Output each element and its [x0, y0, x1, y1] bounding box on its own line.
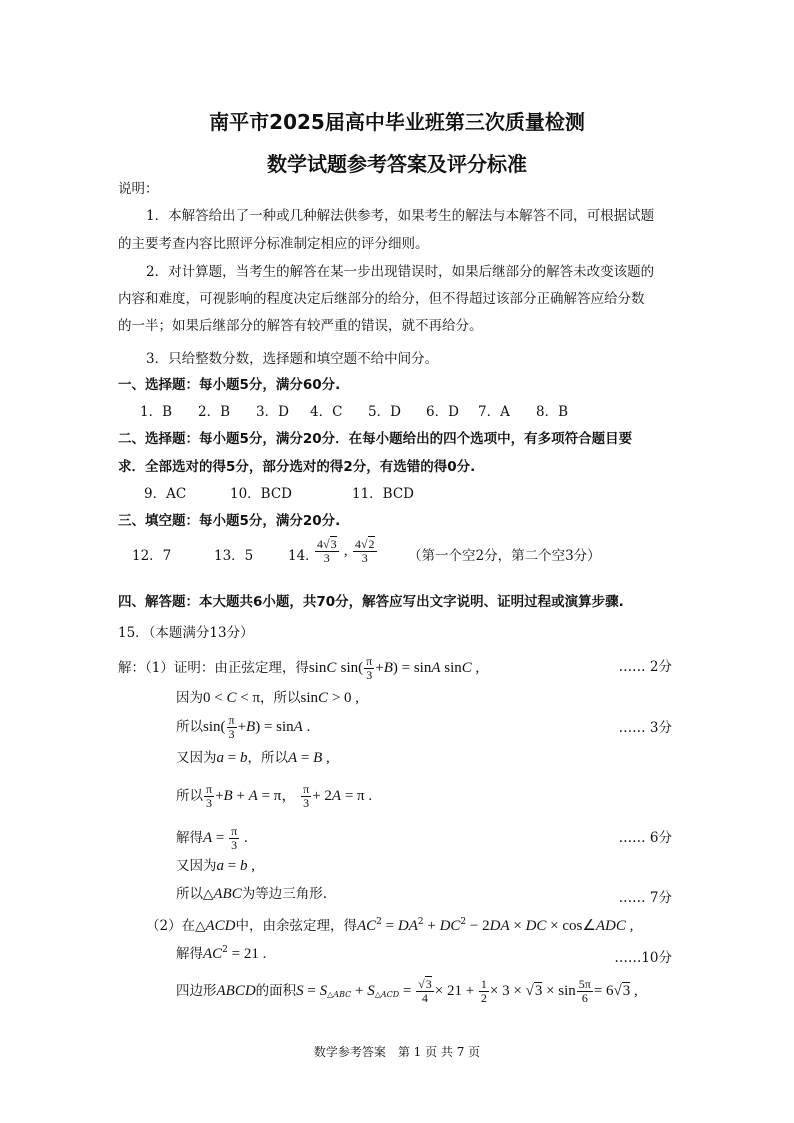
answer-6: 6．D: [426, 404, 459, 420]
answer-2: 2．B: [198, 404, 231, 420]
notes-item1-line2: 的主要考查内容比照评分标准制定相应的评分细则。: [118, 236, 429, 252]
answer-12: 12．7: [132, 548, 172, 564]
section2-heading-line2: 求．全部选对的得5分，部分选对的得2分，有选错的得0分.: [118, 459, 476, 475]
score-6: …… 6分: [618, 830, 672, 846]
notes-item1-line1: 1．本解答给出了一种或几种解法供参考，如果考生的解法与本解答不同，可根据试题: [146, 208, 655, 224]
score-7: …… 7分: [618, 890, 672, 906]
solution-line-8: 所以△ABC为等边三角形.: [176, 886, 328, 902]
page-title: 南平市2025届高中毕业班第三次质量检测: [209, 110, 585, 134]
notes-item2-line3: 的一半；如果后继部分的解答有较严重的错误，就不再给分。: [118, 318, 483, 334]
question-15-title: 15．（本题满分13分）: [118, 625, 254, 641]
solution-line-9: （2）在△ACD中，由余弦定理，得$AC^2 = DA^2 + DC^2 - 2DA$ × DC × cos∠ADC ,: [146, 917, 634, 934]
page-footer: 数学参考答案 第 1 页 共 7 页: [313, 1045, 481, 1059]
score-2: …… 2分: [618, 659, 672, 675]
answer-9: 9．AC: [144, 486, 187, 502]
notes-item2-line1: 2．对计算题，当考生的解答在某一步出现错误时，如果后继部分的解答未改变该题的: [146, 264, 655, 280]
solution-line-6: 解得A = $\frac{\pi}{3}$ .: [176, 824, 248, 852]
notes-heading: 说明：: [118, 181, 159, 197]
answer-14-scoring-note: （第一个空2分，第二个空3分）: [408, 548, 601, 564]
solution-line-4: 又因为a = b，所以A = B ,: [176, 750, 330, 766]
answer-7: 7．A: [478, 404, 510, 420]
answer-14-values: $\frac{4√3}{3}$ , $\frac{4√2}{3}$: [317, 537, 375, 565]
solution-line-3: 所以sin( $\frac{\pi}{3}$ +B) = sinA .: [176, 713, 311, 741]
page-subtitle: 数学试题参考答案及评分标准: [267, 152, 527, 176]
answer-11: 11．BCD: [352, 486, 415, 502]
notes-item3: 3．只给整数分数，选择题和填空题不给中间分。: [146, 351, 439, 367]
notes-item2-line2: 内容和难度，可视影响的程度决定后继部分的给分，但不得超过该部分正确解答应给分数: [118, 291, 645, 307]
answer-4: 4．C: [310, 404, 343, 420]
fraction-4sqrt2-over-3: $\frac{4√2}{3}$: [354, 537, 375, 565]
answer-14-label: 14．: [288, 548, 319, 564]
solution-line-2: 因为0 < C < π，所以sinC > 0 ,: [176, 690, 360, 706]
solution-line-1: 解：（1）证明：由正弦定理，得sinC sin( $\frac{\pi}{3}$ +B) = sinA sinC ,: [118, 654, 480, 682]
section1-heading: 一、选择题：每小题5分，满分60分.: [118, 377, 341, 393]
answer-10: 10．BCD: [230, 486, 293, 502]
answer-5: 5．D: [368, 404, 401, 420]
answer-1: 1．B: [140, 404, 173, 420]
solution-line-10: 解得$AC^2 = 21$ .: [176, 945, 267, 962]
section4-heading: 四、解答题：本大题共6小题，共70分，解答应写出文字说明、证明过程或演算步骤.: [118, 594, 624, 610]
score-10: ……10分: [614, 950, 672, 966]
solution-line-11: 四边形ABCD的面积$S = S_{\triangle ABC} + S_{\triangle ACD}$ = $\frac{√3}{4}$ × 21 + $\frac{1}{2}$ × 3 × √3 × sin $\frac{5\pi}{6}$ = 6√3 ,: [176, 977, 638, 1005]
solution-line-7: 又因为a = b ,: [176, 858, 255, 874]
solution-line-5: 所以 $\frac{\pi}{3}$ +B + A = π， $\frac{\pi}{3}$ + 2A = π .: [176, 782, 373, 810]
answer-8: 8．B: [536, 404, 569, 420]
answer-13: 13．5: [214, 548, 254, 564]
answer-3: 3．D: [256, 404, 289, 420]
score-3: …… 3分: [618, 720, 672, 736]
section3-heading: 三、填空题：每小题5分，满分20分.: [118, 513, 341, 529]
fraction-4sqrt3-over-3: $\frac{4√3}{3}$: [317, 537, 337, 565]
section2-heading-line1: 二、选择题：每小题5分，满分20分．在每小题给出的四个选项中，有多项符合题目要: [118, 431, 633, 447]
